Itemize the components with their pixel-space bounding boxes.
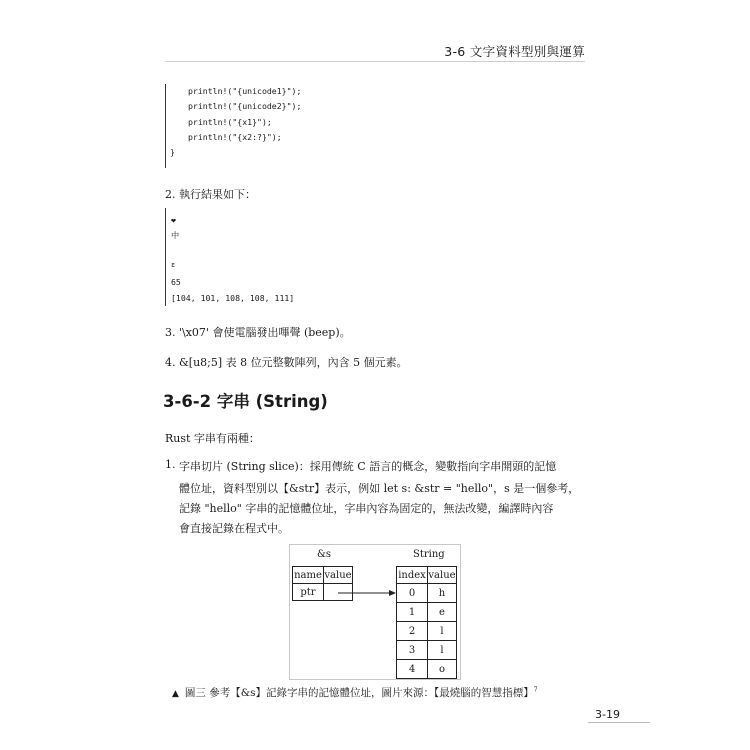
code-line: println!("{unicode1}");	[188, 86, 302, 96]
string-header-value: value	[427, 566, 457, 584]
output-line: 65	[171, 277, 181, 287]
string-row-index: 3	[396, 640, 428, 660]
output-block	[165, 208, 365, 306]
ref-ptr-name: ptr	[292, 583, 324, 601]
header-divider	[165, 61, 585, 62]
list-item-line: 體位址，資料型別以【&str】表示，例如 let s: &str = "hello"，s 是一個參考，	[179, 482, 580, 495]
page-number-rule	[588, 722, 650, 723]
code-line: println!("{unicode2}");	[188, 101, 302, 112]
code-line: }	[170, 147, 175, 158]
string-row-value: o	[427, 659, 457, 679]
string-row-value: h	[427, 583, 457, 603]
string-row-index: 2	[396, 621, 428, 641]
step-4-text: 4. &[u8;5] 表 8 位元整數陣列，內含 5 個元素。	[165, 356, 408, 369]
header-title: 3-6 文字資料型別與運算	[444, 44, 585, 59]
output-line: ε	[171, 261, 176, 269]
intro-paragraph: Rust 字串有兩種：	[165, 432, 260, 445]
caption-text: 圖三 參考【&s】記錄字串的記憶體位址，圖片來源：【最燒腦的智慧指標】	[184, 687, 534, 699]
page-header	[165, 42, 585, 62]
string-row-index: 1	[396, 602, 428, 622]
string-row-value: l	[427, 640, 457, 660]
ref-header-name: name	[292, 566, 324, 584]
list-item-line: 會直接記錄在程式中。	[179, 522, 289, 535]
memory-diagram	[289, 544, 461, 680]
list-item-line: 記錄 "hello" 字串的記憶體位址，字串內容為固定的，無法改變，編譯時內容	[179, 502, 554, 515]
caption-triangle-icon: ▲	[172, 689, 179, 699]
string-header-index: index	[396, 566, 428, 584]
list-item-line: 字串切片 (String slice)：採用傳統 C 語言的概念，變數指向字串開頭的記憶	[179, 460, 557, 473]
output-line: [104, 101, 108, 108, 111]	[171, 293, 295, 303]
string-row-value: l	[427, 621, 457, 641]
code-line: println!("{x1}");	[188, 116, 272, 127]
string-row-value: e	[427, 602, 457, 622]
code-line: println!("{x2:?}");	[188, 131, 282, 142]
string-row-index: 0	[396, 583, 428, 603]
step-3-text: 3. '\x07' 會使電腦發出嗶聲 (beep)。	[165, 326, 351, 339]
step-2-text: 2. 執行結果如下：	[165, 188, 256, 201]
ref-table-title: &s	[317, 549, 332, 560]
figure-caption	[172, 685, 538, 700]
pointer-arrow	[290, 545, 462, 681]
ref-header-value: value	[323, 566, 353, 584]
page-number: 3-19	[595, 708, 620, 721]
output-line: 中	[171, 230, 180, 240]
string-table-title: String	[413, 549, 445, 560]
string-row-index: 4	[396, 659, 428, 679]
section-title: 3-6-2 字串 (String)	[163, 392, 328, 411]
list-item-number: 1.	[165, 458, 176, 471]
output-line: ❤	[171, 215, 176, 225]
code-block	[165, 84, 365, 168]
footnote-marker: 7	[533, 686, 538, 694]
